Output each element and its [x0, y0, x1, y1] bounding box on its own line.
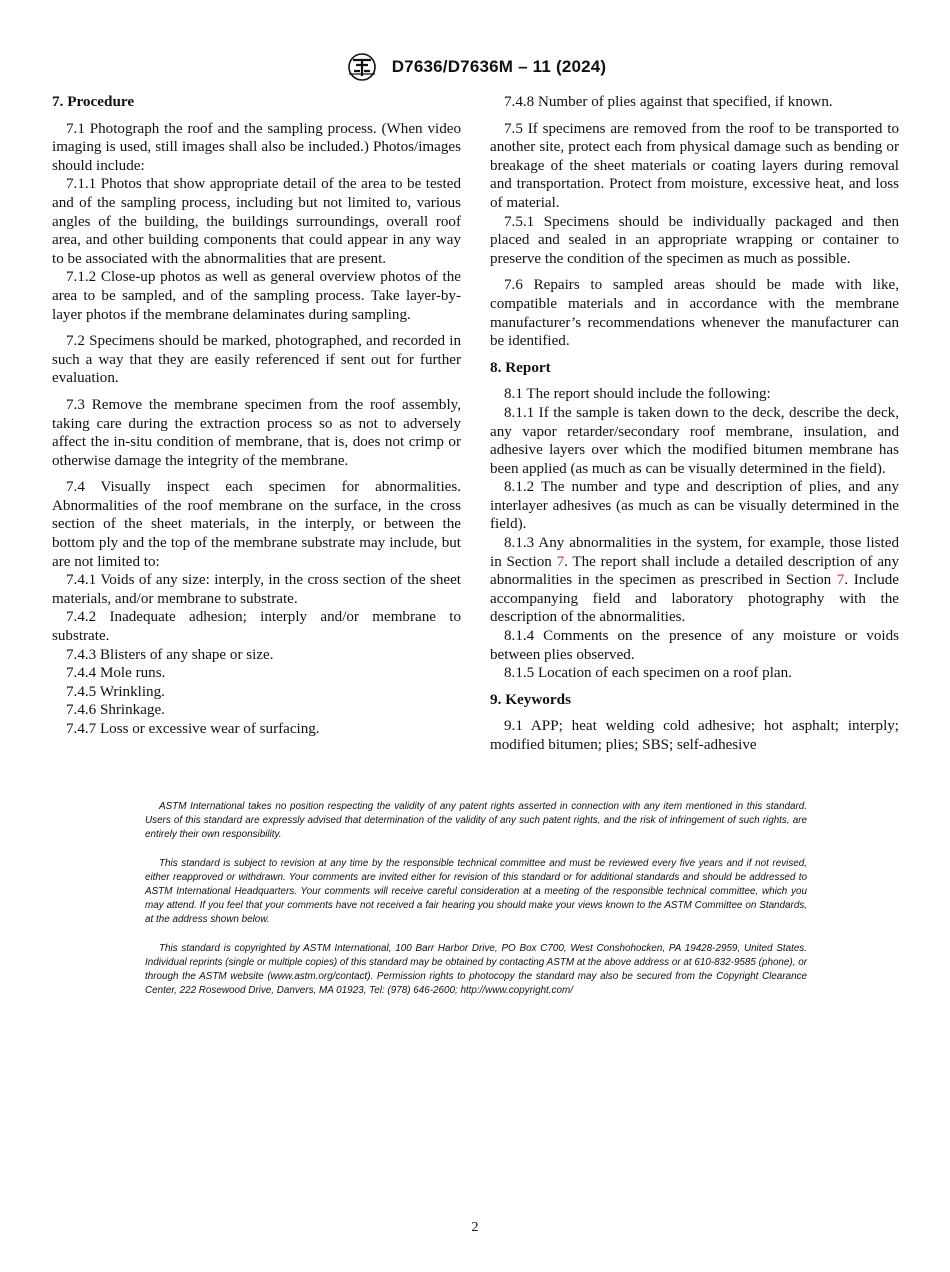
paragraph-8-1-1: 8.1.1 If the sample is taken down to the deck, describe the deck, any vapor retarder/secondary roof membrane, insulation, and adhesive layers over which the modified bitumen membrane has been applied (as much as can be visually determined in the field).: [490, 404, 899, 477]
paragraph-7-5-1: 7.5.1 Specimens should be individually packaged and then placed and sealed in an appropriate wrapping or container to preserve the condition of the specimen as much as possible.: [490, 213, 899, 267]
right-column: [490, 93, 899, 755]
standard-designation: D7636/D7636M – 11 (2024): [391, 57, 607, 76]
section-9-heading: 9. Keywords: [490, 690, 571, 708]
revision-notice: This standard is subject to revision at any time by the responsible technical committee and must be reviewed every five years and if not revised, either reapproved or withdrawn. Your comments are invited either for revision of this standard or for additional standards and should be addressed to ASTM International Headquarters. Your comments will receive careful consideration at a meeting of the responsible technical committee, which you may attend. If you feel that your comments have not received a fair hearing you should make your views known to the ASTM Committee on Standards, at the address shown below.: [145, 858, 807, 925]
paragraph-8-1: 8.1 The report should include the following:: [504, 386, 771, 403]
left-column: [52, 93, 461, 739]
section-7-heading: 7. Procedure: [52, 93, 135, 110]
paragraph-7-4-4: 7.4.4 Mole runs.: [66, 665, 166, 682]
section-7-link[interactable]: 7: [556, 553, 565, 570]
section-7-link[interactable]: 7: [836, 572, 845, 589]
patent-notice: ASTM International takes no position respecting the validity of any patent rights asserted in connection with any item mentioned in this standard. Users of this standard are expressly advised that determination of the validity of any such patent rights, and the risk of infringement of such rights, are entirely their own responsibility.: [145, 801, 807, 840]
paragraph-8-1-4: 8.1.4 Comments on the presence of any moisture or voids between plies observed.: [490, 628, 899, 663]
paragraph-7-4-8: 7.4.8 Number of plies against that specified, if known.: [504, 94, 833, 110]
page-header: [0, 52, 950, 82]
paragraph-9-1: 9.1 APP; heat welding cold adhesive; hot asphalt; interply; modified bitumen; plies; SBS; self-adhesive: [490, 718, 899, 753]
section-8-heading: 8. Report: [490, 358, 551, 376]
paragraph-7-4-3: 7.4.3 Blisters of any shape or size.: [66, 646, 274, 663]
paragraph-7-4: 7.4 Visually inspect each specimen for abnormalities. Abnormalities of the roof membrane on the surface, in the cross section of the sheet materials, in the interply, or between the bottom ply and the top of the membrane substrate may include, but are not limited to:: [52, 479, 461, 570]
paragraph-7-4-2: 7.4.2 Inadequate adhesion; interply and/or membrane to substrate.: [52, 609, 461, 645]
paragraph-7-4-1: 7.4.1 Voids of any size: interply, in the cross section of the sheet materials, and/or membrane to substrate.: [52, 572, 461, 607]
astm-logo-icon: [344, 52, 380, 82]
paragraph-7-5: 7.5 If specimens are removed from the roof to be transported to another site, protect each from physical damage such as bending or breakage of the sheet materials or coating layers during removal and transportation. Protect from moisture, excessive heat, and loss of material.: [490, 120, 899, 211]
paragraph-8-1-3-text-a: 8.1.3 Any abnormalities in the system, for example, those listed in Section: [490, 535, 899, 570]
copyright-notice: This standard is copyrighted by ASTM International, 100 Barr Harbor Drive, PO Box C700, West Conshohocken, PA 19428-2959, United States. Individual reprints (single or multiple copies) of this standard may be obtained by contacting ASTM at the above address or at 610-832-9585 (phone), or through the ASTM website (www.astm.org/contact). Permission rights to photocopy the standard may also be secured from the Copyright Clearance Center, 222 Rosewood Drive, Danvers, MA 01923, Tel: (978) 646-2600; http://www.copyright.com/: [145, 943, 807, 996]
paragraph-8-1-2: 8.1.2 The number and type and description of plies, and any interlayer adhesives (as much as can be visually determined in the field).: [490, 479, 899, 533]
paragraph-8-1-3-text-b: . The report shall include a detailed description of any abnormalities in the specimen as prescribed in Section: [490, 553, 899, 589]
paragraph-7-4-7: 7.4.7 Loss or excessive wear of surfacing.: [66, 721, 320, 737]
paragraph-7-6: 7.6 Repairs to sampled areas should be made with like, compatible materials and in accordance with the membrane manufacturer’s recommendations whenever the manufacturer can be identified.: [490, 277, 899, 350]
paragraph-7-3: 7.3 Remove the membrane specimen from the roof assembly, taking care during the extraction process so as not to adversely affect the in-situ condition of membrane, that is, does not crimp or otherwise damage the integrity of the membrane.: [52, 396, 461, 469]
page-number: 2: [471, 1220, 479, 1235]
paragraph-8-1-3: [490, 534, 899, 627]
paragraph-7-1: 7.1 Photograph the roof and the sampling process. (When video imaging is used, still images shall also be included.) Photos/images should include:: [52, 120, 461, 174]
paragraph-7-1-1: 7.1.1 Photos that show appropriate detail of the area to be tested and of the sampling process, including but not limited to, various angles of the building, the buildings surroundings, overall roof area, and other building components that could appear in any way to be associated with the abnormalities that are present.: [52, 176, 461, 267]
legal-notices: [145, 800, 807, 1014]
paragraph-7-4-5: 7.4.5 Wrinkling.: [66, 683, 165, 700]
paragraph-7-1-2: 7.1.2 Close-up photos as well as general overview photos of the area to be sampled, and of the sampling process. Take layer-by-layer photos if the membrane delaminates during sampling.: [52, 269, 461, 323]
paragraph-7-2: 7.2 Specimens should be marked, photographed, and recorded in such a way that they are easily referenced if sent out for further evaluation.: [52, 333, 461, 387]
paragraph-7-4-6: 7.4.6 Shrinkage.: [66, 702, 165, 719]
paragraph-8-1-5: 8.1.5 Location of each specimen on a roof plan.: [504, 665, 792, 682]
paragraph-8-1-3-text-c: . Include accompanying field and laboratory photography with the description of the abnormalities.: [490, 572, 900, 626]
